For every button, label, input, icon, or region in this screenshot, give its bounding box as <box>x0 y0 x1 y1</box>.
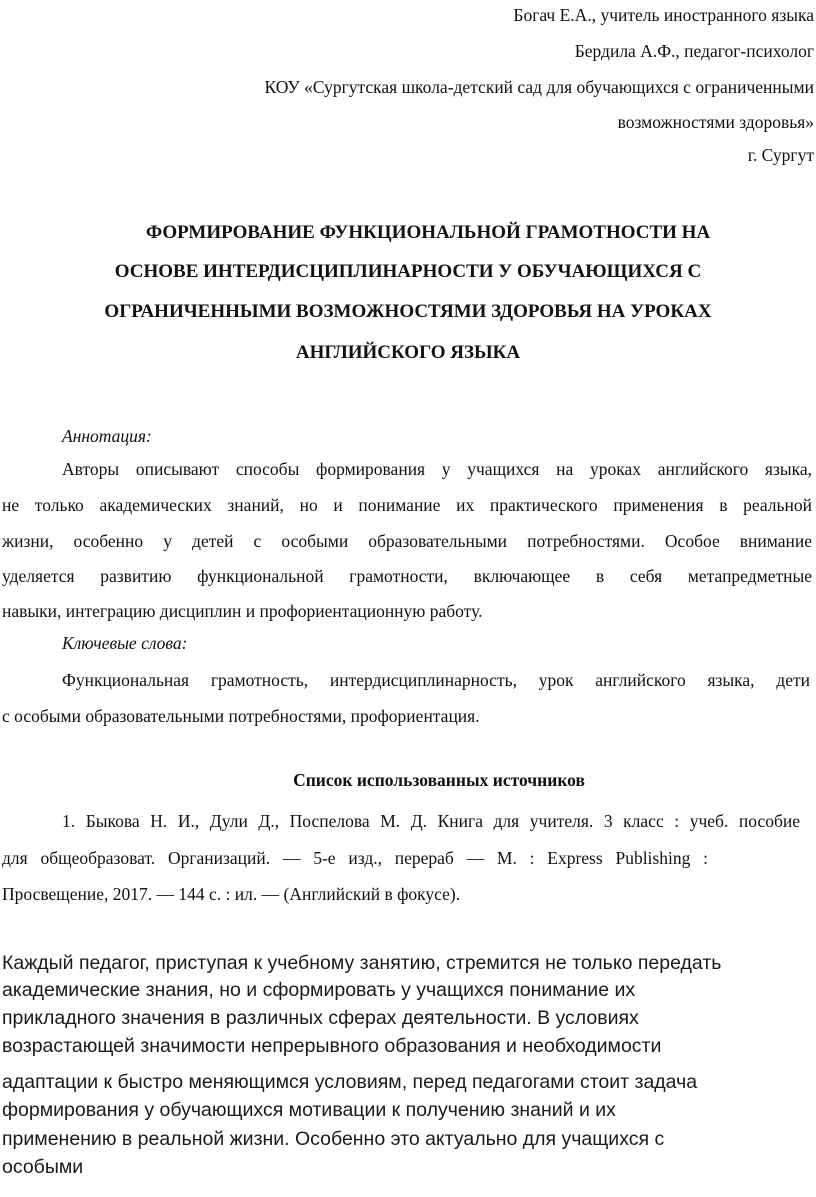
body-line-2: академические знания, но и сформировать у учащихся понимание их <box>2 979 636 1001</box>
body-line-1: Каждый педагог, приступая к учебному занятию, стремится не только передать <box>2 952 722 974</box>
body-line-3: прикладного значения в различных сферах деятельности. В условиях <box>2 1007 639 1029</box>
annotation-line-2: не только академических знаний, но и понимание их практического применения в реальной <box>2 495 812 515</box>
keywords-line-1: Функциональная грамотность, интердисциплинарность, урок английского языка, дети <box>62 670 810 690</box>
organization-line-2: возможностями здоровья» <box>617 112 814 132</box>
annotation-line-1: Авторы описывают способы формирования у учащихся на уроках английского языка, <box>62 459 812 479</box>
title-line-2: ОСНОВЕ ИНТЕРДИСЦИПЛИНАРНОСТИ У ОБУЧАЮЩИХСЯ С <box>114 261 702 282</box>
organization-line-1: КОУ «Сургутская школа-детский сад для обучающихся с ограниченными <box>264 77 814 97</box>
title-line-3: ОГРАНИЧЕННЫМИ ВОЗМОЖНОСТЯМИ ЗДОРОВЬЯ НА УРОКАХ <box>104 301 712 322</box>
reference-line-1: 1. Быкова Н. И., Дули Д., Поспелова М. Д. Книга для учителя. 3 класс : учеб. пособие <box>62 811 800 831</box>
reference-line-3: Просвещение, 2017. — 144 с. : ил. — (Английский в фокусе). <box>2 884 461 904</box>
keywords-line-2: с особыми образовательными потребностями, профориентация. <box>2 706 480 726</box>
body-line-7: применению в реальной жизни. Особенно это актуально для учащихся с <box>2 1128 665 1150</box>
annotation-line-5: навыки, интеграцию дисциплин и профориентационную работу. <box>2 601 483 621</box>
reference-line-2: для общеобразоват. Организаций. — 5-е изд., перераб — М. : Express Publishing : <box>2 848 708 868</box>
title-line-4: АНГЛИЙСКОГО ЯЗЫКА <box>295 342 521 363</box>
body-line-6: формирования у обучающихся мотивации к получению знаний и их <box>2 1099 616 1121</box>
body-line-4: возрастающей значимости непрерывного образования и необходимости <box>2 1035 662 1057</box>
keywords-label: Ключевые слова: <box>62 633 188 653</box>
annotation-label: Аннотация: <box>62 426 152 446</box>
body-line-5: адаптации к быстро меняющимся условиям, перед педагогами стоит задача <box>2 1071 698 1093</box>
author-line-1: Богач Е.А., учитель иностранного языка <box>513 5 814 25</box>
references-heading: Список использованных источников <box>293 770 585 790</box>
city-line: г. Сургут <box>747 145 814 165</box>
annotation-line-3: жизни, особенно у детей с особыми образовательными потребностями. Особое внимание <box>2 531 812 551</box>
body-line-8: особыми <box>2 1156 84 1178</box>
title-line-1: ФОРМИРОВАНИЕ ФУНКЦИОНАЛЬНОЙ ГРАМОТНОСТИ НА <box>145 222 711 243</box>
author-line-2: Бердила А.Ф., педагог-психолог <box>574 41 814 61</box>
annotation-line-4: уделяется развитию функциональной грамотности, включающее в себя метапредметные <box>2 566 812 586</box>
